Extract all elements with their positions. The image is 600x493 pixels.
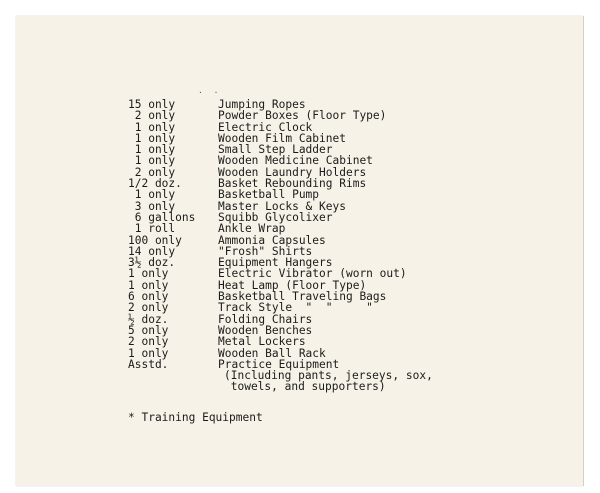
list-item (128, 302, 433, 313)
item-name: Folding Chairs (218, 312, 313, 326)
page-edge (583, 16, 584, 486)
list-item-continuation (128, 381, 433, 392)
list-item (128, 189, 433, 200)
quantity: 6 only (128, 290, 169, 304)
quantity: 1/2 doz. (128, 177, 182, 191)
quantity: 1 roll (128, 222, 176, 236)
quantity: 1 only (128, 154, 176, 168)
item-name: Metal Lockers (218, 335, 306, 349)
item-name: Basketball Traveling Bags (218, 290, 387, 304)
item-name: Heat Lamp (Floor Type) (218, 278, 367, 292)
item-name: Wooden Benches (218, 323, 313, 337)
item-name: Master Locks & Keys (218, 199, 346, 213)
stray-marks: . . (198, 86, 222, 95)
item-name: Powder Boxes (Floor Type) (218, 109, 387, 123)
quantity: 2 only (128, 109, 176, 123)
item-name: "Frosh" Shirts (218, 244, 313, 258)
quantity: 15 only (128, 98, 176, 111)
quantity: 2 only (128, 301, 169, 315)
item-name: Jumping Ropes (218, 98, 306, 111)
item-name: Ammonia Capsules (218, 233, 326, 247)
item-name: Basket Rebounding Rims (218, 177, 367, 191)
item-name: Basketball Pump (218, 188, 320, 202)
item-name: Wooden Laundry Holders (218, 165, 367, 179)
quantity: 1 only (128, 143, 176, 157)
list-item (128, 223, 433, 234)
quantity: 1 only (128, 120, 176, 134)
item-name: Practice Equipment (218, 357, 340, 371)
quantity: 1 only (128, 278, 169, 292)
quantity: 100 only (128, 233, 182, 247)
item-name: Track Style " " " (218, 301, 373, 315)
practice-equipment-note: (Including pants, jerseys, sox, (224, 369, 433, 383)
quantity: Asstd. (128, 357, 169, 371)
quantity: ½ doz. (128, 312, 169, 326)
quantity: 14 only (128, 244, 176, 258)
quantity: 1 only (128, 346, 169, 360)
item-name: Wooden Film Cabinet (218, 131, 346, 145)
quantity: 2 only (128, 165, 176, 179)
quantity: 6 gallons (128, 210, 196, 224)
item-name: Electric Vibrator (worn out) (218, 267, 407, 281)
quantity: 1 only (128, 188, 176, 202)
item-name: Electric Clock (218, 120, 313, 134)
item-name: Wooden Ball Rack (218, 346, 326, 360)
list-item (128, 110, 433, 121)
item-name: Wooden Medicine Cabinet (218, 154, 373, 168)
item-name: Equipment Hangers (218, 256, 333, 270)
quantity: 1 only (128, 131, 176, 145)
list-item (128, 336, 433, 347)
practice-equipment-note: towels, and supporters) (224, 380, 386, 394)
item-name: Small Step Ladder (218, 143, 333, 157)
quantity: 1 only (128, 267, 169, 281)
quantity: 3 only (128, 199, 176, 213)
item-name: Squibb Glycolixer (218, 210, 333, 224)
item-name: Ankle Wrap (218, 222, 286, 236)
inventory-list (128, 99, 433, 393)
footnote: * Training Equipment (128, 411, 263, 424)
quantity: 2 only (128, 335, 169, 349)
quantity: 5 only (128, 323, 169, 337)
quantity: 3½ doz. (128, 256, 176, 270)
